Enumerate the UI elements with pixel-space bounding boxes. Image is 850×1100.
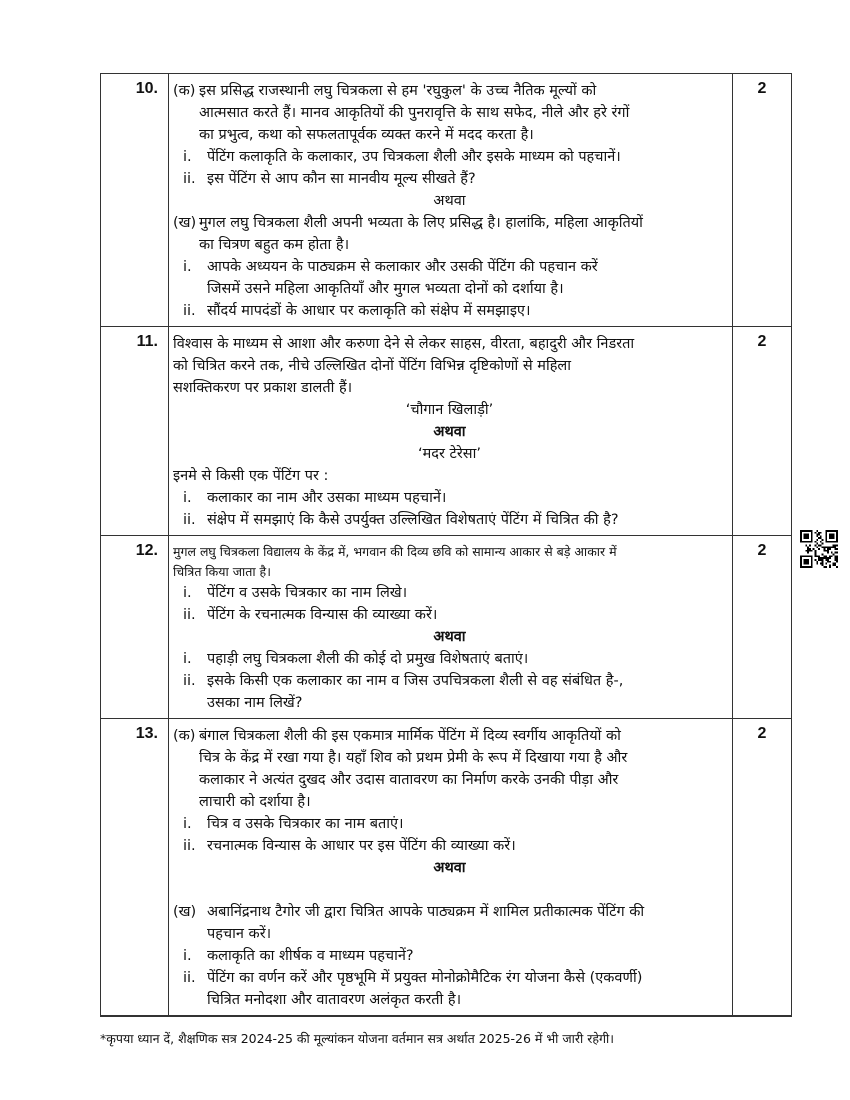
question-line (173, 333, 726, 355)
question-line (173, 989, 726, 1011)
line-text: अथवा (433, 424, 466, 440)
line-text: का चित्रण बहुत कम होता है। (199, 237, 350, 253)
line-text: पहाड़ी लघु चित्रकला शैली की कोई दो प्रमुख विशेषताएं बताएं। (207, 651, 529, 667)
question-line (173, 791, 726, 813)
line-text: अबानिंद्रनाथ टैगोर जी द्वारा चित्रित आपके पाठ्यक्रम में शामिल प्रतीकात्मक पेंटिंग की (207, 904, 645, 920)
question-line (173, 901, 726, 923)
line-text: पहचान करें। (207, 926, 272, 942)
item-marker: ii. (183, 607, 196, 623)
line-text: आत्मसात करते हैं। मानव आकृतियों की पुनरावृत्ति के साथ सफेद, नीले और हरे रंगों (199, 105, 630, 121)
question-line (173, 102, 726, 124)
line-text: बंगाल चित्रकला शैली की इस एकमात्र मार्मिक पेंटिंग में दिव्य स्वर्गीय आकृतियों को (199, 728, 621, 744)
line-text: इनमे से किसी एक पेंटिंग पर : (173, 468, 329, 484)
footer-note: *कृपया ध्यान दें, शैक्षणिक सत्र 2024-25 की मूल्यांकन योजना वर्तमान सत्र अर्थात 2025-26 में भी जारी रहेगी। (100, 1031, 614, 1046)
question-line (173, 377, 726, 399)
question-line (173, 769, 726, 791)
item-marker: ii. (183, 303, 196, 319)
question-line (173, 146, 726, 168)
question-text (169, 327, 733, 535)
question-text (169, 74, 733, 326)
item-marker: i. (183, 490, 192, 506)
item-marker: i. (183, 259, 192, 275)
marks: 2 (757, 542, 767, 559)
question-line (173, 857, 726, 879)
question-line (173, 168, 726, 190)
line-text: आपके अध्ययन के पाठ्यक्रम से कलाकार और उसकी पेंटिंग की पहचान करें (207, 259, 598, 275)
line-text: ‘मदर टेरेसा’ (418, 446, 481, 462)
question-line (173, 835, 726, 857)
line-text: चित्रित मनोदशा और वातावरण अलंकृत करती है। (207, 992, 462, 1008)
question-line (173, 747, 726, 769)
marks: 2 (757, 333, 767, 350)
question-line (173, 725, 726, 747)
question-line (173, 355, 726, 377)
line-text: कलाकार का नाम और उसका माध्यम पहचानें। (207, 490, 447, 506)
question-line (173, 124, 726, 146)
line-text: जिसमें उसने महिला आकृतियाँ और मुगल भव्यता दोनों को दर्शाया है। (207, 281, 564, 297)
line-text: इस प्रसिद्ध राजस्थानी लघु चित्रकला से हम 'रघुकुल' के उच्च नैतिक मूल्यों को (199, 83, 597, 99)
line-text: अथवा (433, 629, 466, 645)
question-line (173, 421, 726, 443)
item-marker: (क) (173, 728, 196, 744)
item-marker: (ख) (173, 215, 197, 231)
marks: 2 (757, 80, 767, 97)
line-text: को चित्रित करने तक, नीचे उल्लिखित दोनों पेंटिंग विभिन्न दृष्टिकोणों से महिला (173, 358, 571, 374)
question-line (173, 967, 726, 989)
question-line (173, 399, 726, 421)
question-line (173, 582, 726, 604)
question-line (173, 604, 726, 626)
question-number: 12. (101, 536, 169, 718)
question-row (101, 326, 791, 535)
question-line (173, 487, 726, 509)
item-marker: ii. (183, 838, 196, 854)
question-line (173, 256, 726, 278)
question-line (173, 234, 726, 256)
item-marker: i. (183, 149, 192, 165)
qr-code-icon[interactable] (800, 530, 838, 568)
line-text: पेंटिंग कलाकृति के कलाकार, उप चित्रकला शैली और इसके माध्यम को पहचानें। (207, 149, 621, 165)
question-line (173, 212, 726, 234)
line-text: चित्र व उसके चित्रकार का नाम बताएं। (207, 816, 404, 832)
question-line (173, 626, 726, 648)
line-text: कलाकृति का शीर्षक व माध्यम पहचानें? (207, 948, 414, 964)
marks: 2 (757, 725, 767, 742)
question-line (173, 278, 726, 300)
question-line (173, 670, 726, 692)
item-marker: i. (183, 948, 192, 964)
item-marker: ii. (183, 512, 196, 528)
question-text (169, 719, 733, 1015)
question-line (173, 542, 726, 562)
item-marker: ii. (183, 970, 196, 986)
line-text: पेंटिंग का वर्णन करें और पृष्ठभूमि में प्रयुक्त मोनोक्रोमैटिक रंग योजना कैसे (एकवर्णी) (207, 970, 643, 986)
questions-table (100, 73, 792, 1017)
question-line (173, 300, 726, 322)
line-text: सौंदर्य मापदंडों के आधार पर कलाकृति को संक्षेप में समझाइए। (207, 303, 531, 319)
item-marker: ii. (183, 171, 196, 187)
question-number: 11. (101, 327, 169, 535)
question-line (173, 80, 726, 102)
line-text: पेंटिंग के रचनात्मक विन्यास की व्याख्या करें। (207, 607, 438, 623)
line-text: का प्रभुत्व, कथा को सफलतापूर्वक व्यक्त करने में मदद करता है। (199, 127, 534, 143)
item-marker: i. (183, 585, 192, 601)
item-marker: i. (183, 816, 192, 832)
line-text: कलाकार ने अत्यंत दुखद और उदास वातावरण का निर्माण करके उनकी पीड़ा और (199, 772, 619, 788)
question-line (173, 562, 726, 582)
line-text: इस पेंटिंग से आप कौन सा मानवीय मूल्य सीखते हैं? (207, 171, 476, 187)
line-text: संक्षेप में समझाएं कि कैसे उपर्युक्त उल्लिखित विशेषताएं पेंटिंग में चित्रित की है? (207, 512, 619, 528)
question-line (173, 879, 726, 901)
item-marker: i. (183, 651, 192, 667)
line-text: लाचारी को दर्शाया है। (199, 794, 311, 810)
line-text: पेंटिंग व उसके चित्रकार का नाम लिखे। (207, 585, 408, 601)
line-text: सशक्तिकरण पर प्रकाश डालती हैं। (173, 380, 353, 396)
question-row (101, 535, 791, 718)
question-number: 10. (101, 74, 169, 326)
question-line (173, 648, 726, 670)
question-line (173, 190, 726, 212)
line-text: उसका नाम लिखें? (207, 695, 303, 711)
line-text: इसके किसी एक कलाकार का नाम व जिस उपचित्रकला शैली से वह संबंधित है-, (207, 673, 624, 689)
line-text: चित्रित किया जाता है। (173, 564, 271, 579)
item-marker: ii. (183, 673, 196, 689)
line-text: मुगल लघु चित्रकला शैली अपनी भव्यता के लिए प्रसिद्ध है। हालांकि, महिला आकृतियों (199, 215, 643, 231)
item-marker: (क) (173, 83, 196, 99)
question-line (173, 465, 726, 487)
question-line (173, 509, 726, 531)
question-line (173, 443, 726, 465)
line-text: रचनात्मक विन्यास के आधार पर इस पेंटिंग की व्याख्या करें। (207, 838, 516, 854)
line-text: मुगल लघु चित्रकला विद्यालय के केंद्र में, भगवान की दिव्य छवि को सामान्य आकार से बड़े आकार में (173, 544, 617, 559)
question-number: 13. (101, 719, 169, 1015)
question-text (169, 536, 733, 718)
question-line (173, 692, 726, 714)
question-row (101, 74, 791, 326)
line-text: चित्र के केंद्र में रखा गया है। यहाँ शिव को प्रथम प्रेमी के रूप में दिखाया गया है और (199, 750, 628, 766)
question-line (173, 945, 726, 967)
line-text: ‘चौगान खिलाड़ी’ (405, 402, 494, 418)
line-text: विश्वास के माध्यम से आशा और करुणा देने से लेकर साहस, वीरता, बहादुरी और निडरता (173, 336, 635, 352)
question-line (173, 813, 726, 835)
item-marker: (ख) (173, 904, 197, 920)
line-text: अथवा (433, 193, 466, 209)
line-text: अथवा (433, 860, 466, 876)
question-row (101, 718, 791, 1015)
question-line (173, 923, 726, 945)
